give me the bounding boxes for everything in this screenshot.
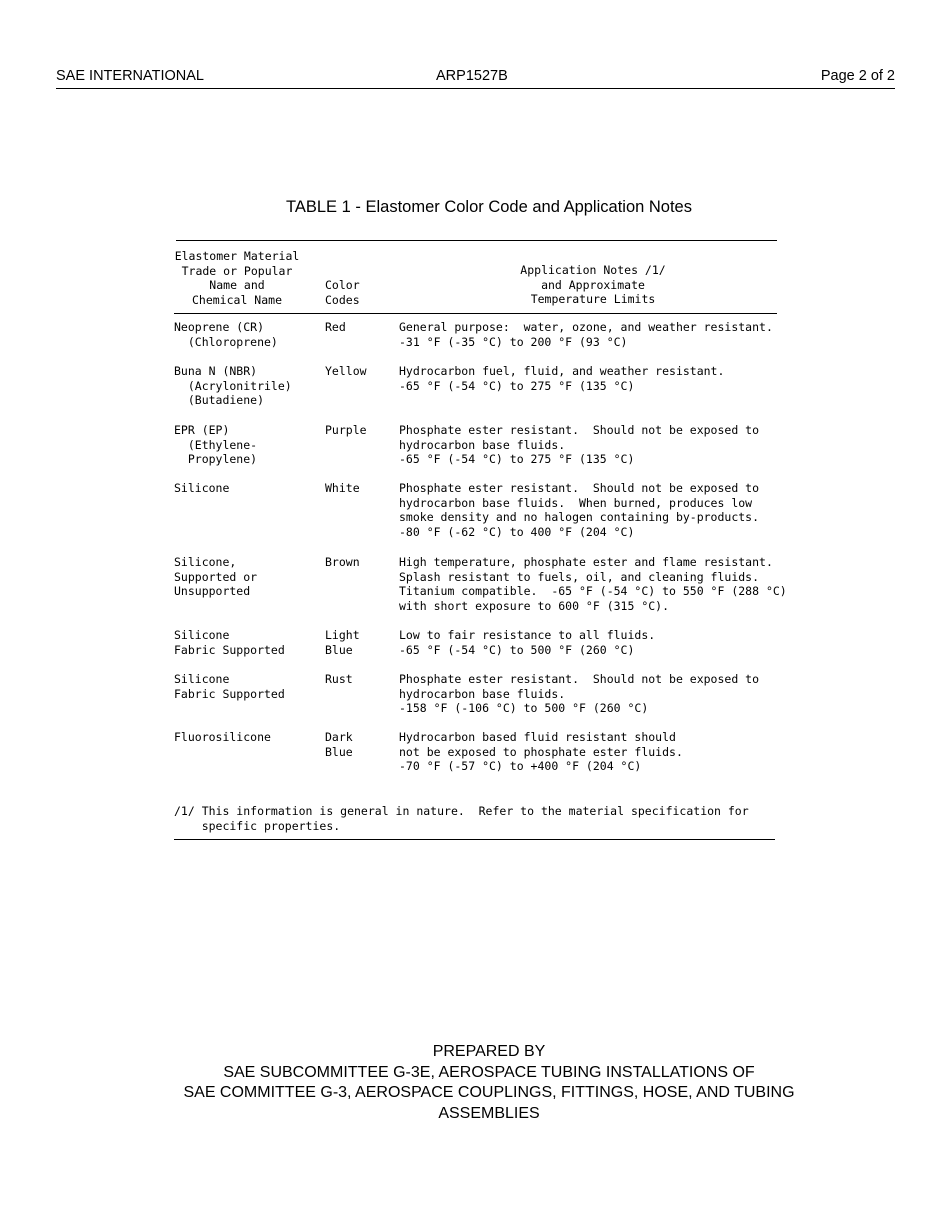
row-material: Silicone, Supported or Unsupported xyxy=(174,555,258,599)
table-header-rule xyxy=(174,313,777,314)
committee-line: SAE COMMITTEE G-3, AEROSPACE COUPLINGS, FITTINGS, HOSE, AND TUBING xyxy=(183,1084,795,1101)
column-header-material: Elastomer Material Trade or Popular Name and Chemical Name xyxy=(174,249,300,307)
table-footnote: /1/ This information is general in nature. Refer to the material specification for specific properties. xyxy=(174,804,749,833)
row-notes: Phosphate ester resistant. Should not be exposed to hydrocarbon base fluids. When burned, produces low smoke density and no halogen containing by-products. -80 °F (-62 °C) to 400 °F (204 °C) xyxy=(399,481,760,539)
row-color: Light Blue xyxy=(325,628,360,657)
row-material: Buna N (NBR) (Acrylonitrile) (Butadiene) xyxy=(174,364,292,408)
prepared-by-label: PREPARED BY xyxy=(432,1043,546,1060)
header-page-number: Page 2 of 2 xyxy=(820,68,895,84)
table-top-rule xyxy=(176,240,777,241)
row-color: Yellow xyxy=(325,364,367,378)
row-material: Silicone Fabric Supported xyxy=(174,672,285,701)
column-header-color: Color Codes xyxy=(325,278,360,307)
subcommittee-line: SAE SUBCOMMITTEE G-3E, AEROSPACE TUBING INSTALLATIONS OF xyxy=(223,1063,755,1081)
row-notes: Low to fair resistance to all fluids. -65 °F (-54 °C) to 500 °F (260 °C) xyxy=(399,628,656,657)
row-notes: Phosphate ester resistant. Should not be exposed to hydrocarbon base fluids. -158 °F (-106 °C) to 500 °F (260 °C) xyxy=(399,672,760,716)
prepared-by-block xyxy=(0,1042,950,1124)
row-color: White xyxy=(325,481,360,495)
row-material: Fluorosilicone xyxy=(174,730,271,744)
row-notes: Phosphate ester resistant. Should not be exposed to hydrocarbon base fluids. -65 °F (-54 °C) to 275 °F (135 °C) xyxy=(399,423,760,467)
row-color: Red xyxy=(325,320,346,334)
row-material: Neoprene (CR) (Chloroprene) xyxy=(174,320,278,349)
row-material: Silicone xyxy=(174,481,230,495)
header-document-id: ARP1527B xyxy=(436,68,508,84)
row-material: EPR (EP) (Ethylene- Propylene) xyxy=(174,423,258,467)
row-notes: Hydrocarbon fuel, fluid, and weather resistant. -65 °F (-54 °C) to 275 °F (135 °C) xyxy=(399,364,725,393)
header-organization: SAE INTERNATIONAL xyxy=(56,68,204,84)
committee-line-continued: ASSEMBLIES xyxy=(438,1104,540,1122)
row-color: Brown xyxy=(325,555,360,569)
row-color: Purple xyxy=(325,423,367,437)
page-header xyxy=(56,66,895,89)
row-notes: General purpose: water, ozone, and weather resistant. -31 °F (-35 °C) to 200 °F (93 °C) xyxy=(399,320,773,349)
row-notes: High temperature, phosphate ester and flame resistant. Splash resistant to fuels, oil, and cleaning fluids. Titanium compatible. -65 °F (-54 °C) to 550 °F (288 °C) with short exposure to 600 °F (315 °C). xyxy=(399,555,787,613)
row-color: Rust xyxy=(325,672,353,686)
table-title: TABLE 1 - Elastomer Color Code and Application Notes xyxy=(286,198,692,216)
column-header-notes: Application Notes /1/ and Approximate Temperature Limits xyxy=(520,263,666,307)
table-bottom-rule xyxy=(174,839,775,840)
row-material: Silicone Fabric Supported xyxy=(174,628,285,657)
row-notes: Hydrocarbon based fluid resistant should not be exposed to phosphate ester fluids. -70 °F (-57 °C) to +400 °F (204 °C) xyxy=(399,730,683,774)
row-color: Dark Blue xyxy=(325,730,353,759)
